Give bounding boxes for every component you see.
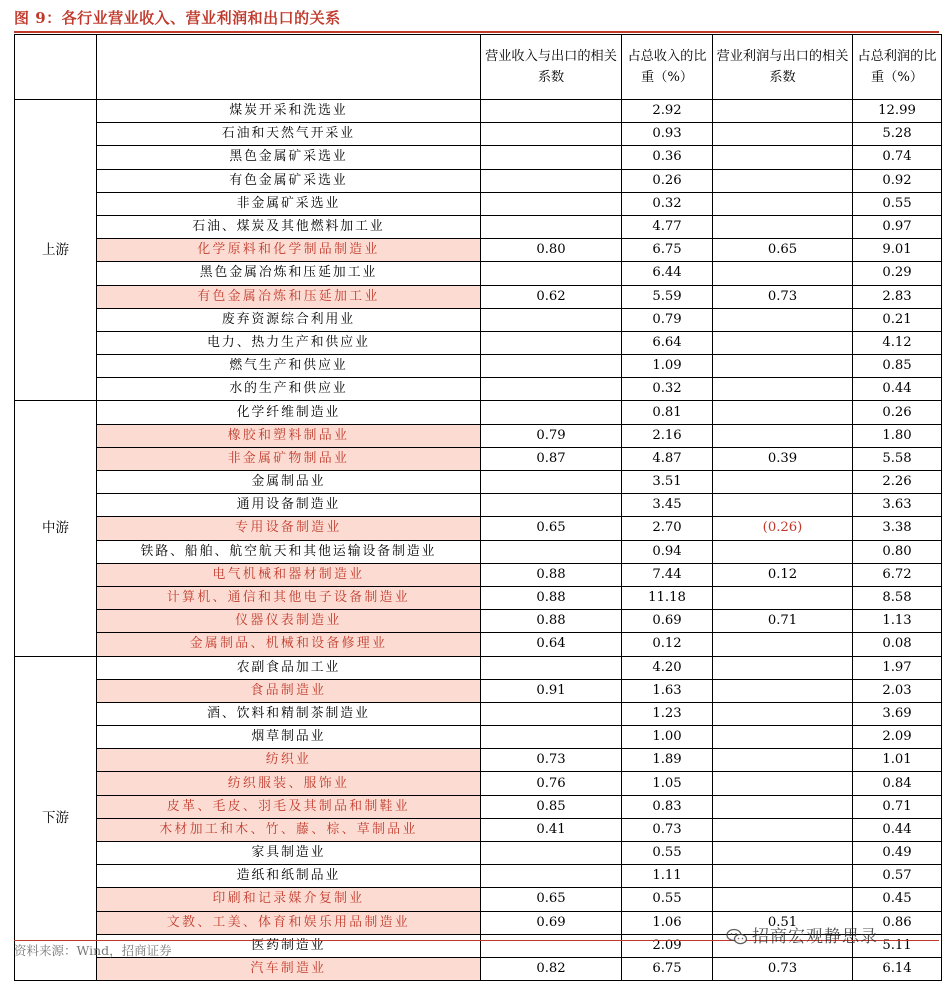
profit-share-cell: 3.63 [853,494,942,517]
profit-corr-cell: 0.65 [713,239,853,262]
profit-corr-cell: 0.12 [713,563,853,586]
industry-cell: 家具制造业 [97,842,481,865]
industry-cell: 纺织服装、服饰业 [97,772,481,795]
rev-share-cell: 0.69 [622,610,713,633]
title-rule [14,31,939,33]
profit-share-cell: 12.99 [853,100,942,123]
rev-corr-cell: 0.65 [481,517,622,540]
rev-corr-cell [481,702,622,725]
profit-share-cell: 5.11 [853,934,942,957]
header-row [15,35,942,100]
rev-corr-cell [481,262,622,285]
profit-share-cell: 1.97 [853,656,942,679]
rev-share-cell: 6.64 [622,331,713,354]
rev-corr-cell: 0.88 [481,586,622,609]
profit-share-cell: 3.38 [853,517,942,540]
rev-share-cell: 1.00 [622,726,713,749]
rev-share-cell: 1.23 [622,702,713,725]
table-row [15,818,942,841]
profit-corr-cell [713,795,853,818]
rev-corr-cell [481,865,622,888]
rev-corr-cell [481,378,622,401]
profit-corr-cell [713,633,853,656]
table-row [15,888,942,911]
profit-corr-cell [713,401,853,424]
table-row [15,169,942,192]
rev-share-cell: 0.36 [622,146,713,169]
profit-share-cell: 1.01 [853,749,942,772]
rev-share-cell: 3.45 [622,494,713,517]
table-row [15,494,942,517]
rev-corr-cell: 0.91 [481,679,622,702]
rev-corr-cell: 0.87 [481,447,622,470]
industry-cell: 电气机械和器材制造业 [97,563,481,586]
table-row [15,401,942,424]
rev-share-cell: 2.09 [622,934,713,957]
rev-share-cell: 0.83 [622,795,713,818]
profit-corr-cell [713,842,853,865]
profit-share-cell: 2.09 [853,726,942,749]
rev-corr-cell: 0.65 [481,888,622,911]
table-row [15,702,942,725]
rev-share-cell: 11.18 [622,586,713,609]
watermark [726,922,878,947]
table-row [15,471,942,494]
industry-cell: 黑色金属矿采选业 [97,146,481,169]
industry-cell: 石油和天然气开采业 [97,123,481,146]
profit-corr-cell [713,146,853,169]
table-body [15,100,942,981]
profit-corr-cell [713,749,853,772]
industry-cell: 化学原料和化学制品制造业 [97,239,481,262]
industry-cell: 废弃资源综合利用业 [97,308,481,331]
profit-corr-cell [713,679,853,702]
profit-share-cell: 6.14 [853,957,942,980]
profit-share-cell: 3.69 [853,702,942,725]
table-row [15,308,942,331]
table-row [15,865,942,888]
table-row [15,749,942,772]
table-row [15,633,942,656]
table-row [15,726,942,749]
rev-share-cell: 4.77 [622,215,713,238]
rev-corr-cell [481,123,622,146]
wechat-icon [726,928,748,946]
profit-corr-cell [713,702,853,725]
profit-share-cell: 0.26 [853,401,942,424]
profit-corr-cell [713,308,853,331]
rev-share-cell: 4.20 [622,656,713,679]
table-row [15,378,942,401]
rev-share-cell: 1.09 [622,355,713,378]
rev-share-cell: 4.87 [622,447,713,470]
figure-title: 图 9：各行业营业收入、营业利润和出口的关系 [14,9,341,27]
rev-corr-cell [481,146,622,169]
industry-cell: 文教、工美、体育和娱乐用品制造业 [97,911,481,934]
rev-corr-cell: 0.80 [481,239,622,262]
profit-share-cell: 0.84 [853,772,942,795]
rev-corr-cell [481,656,622,679]
table-row [15,192,942,215]
table-row [15,656,942,679]
table-row [15,563,942,586]
rev-corr-cell: 0.85 [481,795,622,818]
rev-corr-cell [481,471,622,494]
table-row [15,540,942,563]
profit-corr-cell [713,355,853,378]
profit-share-cell: 0.49 [853,842,942,865]
industry-cell: 造纸和纸制品业 [97,865,481,888]
rev-share-cell: 0.12 [622,633,713,656]
segment-label: 中游 [15,401,97,656]
rev-share-cell: 1.63 [622,679,713,702]
rev-corr-cell [481,494,622,517]
header-profit-share: 占总利润的比重（%） [853,35,942,100]
profit-share-cell: 5.58 [853,447,942,470]
rev-corr-cell [481,540,622,563]
profit-share-cell: 0.45 [853,888,942,911]
rev-corr-cell [481,192,622,215]
rev-share-cell: 6.75 [622,957,713,980]
profit-corr-cell [713,192,853,215]
industry-cell: 化学纤维制造业 [97,401,481,424]
industry-cell: 煤炭开采和洗选业 [97,100,481,123]
table-row [15,239,942,262]
rev-corr-cell [481,100,622,123]
rev-share-cell: 0.93 [622,123,713,146]
rev-share-cell: 0.26 [622,169,713,192]
profit-corr-cell [713,865,853,888]
industry-cell: 仪器仪表制造业 [97,610,481,633]
rev-corr-cell [481,355,622,378]
profit-corr-cell [713,494,853,517]
rev-share-cell: 0.32 [622,378,713,401]
profit-share-cell: 0.74 [853,146,942,169]
rev-corr-cell: 0.73 [481,749,622,772]
profit-share-cell: 8.58 [853,586,942,609]
table-row [15,123,942,146]
rev-share-cell: 2.70 [622,517,713,540]
industry-cell: 印刷和记录媒介复制业 [97,888,481,911]
rev-share-cell: 7.44 [622,563,713,586]
rev-share-cell: 1.89 [622,749,713,772]
table-row [15,262,942,285]
profit-share-cell: 0.97 [853,215,942,238]
profit-corr-cell [713,215,853,238]
industry-cell: 橡胶和塑料制品业 [97,424,481,447]
industry-cell: 金属制品、机械和设备修理业 [97,633,481,656]
profit-corr-cell [713,818,853,841]
profit-corr-cell: 0.73 [713,285,853,308]
industry-cell: 烟草制品业 [97,726,481,749]
table-row [15,424,942,447]
industry-cell: 有色金属冶炼和压延加工业 [97,285,481,308]
profit-share-cell: 4.12 [853,331,942,354]
profit-corr-cell [713,378,853,401]
rev-share-cell: 0.94 [622,540,713,563]
profit-corr-cell: 0.39 [713,447,853,470]
rev-share-cell: 0.73 [622,818,713,841]
rev-corr-cell [481,169,622,192]
profit-corr-cell [713,540,853,563]
table-row [15,146,942,169]
rev-corr-cell: 0.79 [481,424,622,447]
table-row [15,957,942,980]
rev-share-cell: 1.06 [622,911,713,934]
profit-share-cell: 0.85 [853,355,942,378]
rev-corr-cell: 0.41 [481,818,622,841]
profit-share-cell: 2.03 [853,679,942,702]
profit-corr-cell [713,772,853,795]
profit-share-cell: 0.44 [853,378,942,401]
profit-share-cell: 0.92 [853,169,942,192]
rev-share-cell: 0.32 [622,192,713,215]
header-segment [15,35,97,100]
profit-corr-cell [713,262,853,285]
profit-share-cell: 0.71 [853,795,942,818]
rev-share-cell: 1.05 [622,772,713,795]
industry-cell: 金属制品业 [97,471,481,494]
profit-share-cell: 0.21 [853,308,942,331]
rev-share-cell: 6.44 [622,262,713,285]
rev-share-cell: 0.81 [622,401,713,424]
rev-corr-cell [481,401,622,424]
industry-cell: 医药制造业 [97,934,481,957]
profit-corr-cell [713,888,853,911]
industry-cell: 食品制造业 [97,679,481,702]
header-rev-share: 占总收入的比重（%） [622,35,713,100]
profit-corr-cell [713,100,853,123]
source-note: 资料来源：Wind，招商证券 [14,943,172,958]
rev-corr-cell: 0.88 [481,563,622,586]
industry-cell: 电力、热力生产和供应业 [97,331,481,354]
rev-corr-cell: 0.64 [481,633,622,656]
industry-cell: 计算机、通信和其他电子设备制造业 [97,586,481,609]
rev-corr-cell: 0.76 [481,772,622,795]
header-industry [97,35,481,100]
rev-corr-cell [481,215,622,238]
industry-cell: 燃气生产和供应业 [97,355,481,378]
table-row [15,100,942,123]
rev-corr-cell: 0.88 [481,610,622,633]
table-row [15,586,942,609]
profit-share-cell: 5.28 [853,123,942,146]
industry-cell: 非金属矿物制品业 [97,447,481,470]
header-profit-corr: 营业利润与出口的相关系数 [713,35,853,100]
table-row [15,517,942,540]
profit-corr-cell: 0.73 [713,957,853,980]
profit-share-cell: 0.80 [853,540,942,563]
profit-corr-cell [713,331,853,354]
header-rev-corr: 营业收入与出口的相关系数 [481,35,622,100]
industry-cell: 铁路、船舶、航空航天和其他运输设备制造业 [97,540,481,563]
industry-cell: 汽车制造业 [97,957,481,980]
segment-label: 上游 [15,100,97,401]
industry-cell: 有色金属矿采选业 [97,169,481,192]
rev-share-cell: 3.51 [622,471,713,494]
industry-cell: 纺织业 [97,749,481,772]
profit-corr-cell [713,169,853,192]
rev-share-cell: 6.75 [622,239,713,262]
rev-corr-cell: 0.62 [481,285,622,308]
rev-corr-cell [481,934,622,957]
table-row [15,610,942,633]
industry-cell: 水的生产和供应业 [97,378,481,401]
profit-share-cell: 6.72 [853,563,942,586]
industry-table [14,34,942,981]
industry-cell: 皮革、毛皮、羽毛及其制品和制鞋业 [97,795,481,818]
rev-share-cell: 1.11 [622,865,713,888]
table-row [15,842,942,865]
profit-corr-cell: (0.26) [713,517,853,540]
profit-corr-cell [713,123,853,146]
profit-share-cell: 0.29 [853,262,942,285]
profit-corr-cell [713,424,853,447]
rev-corr-cell [481,726,622,749]
profit-corr-cell [713,471,853,494]
table-row [15,285,942,308]
industry-cell: 酒、饮料和精制茶制造业 [97,702,481,725]
rev-share-cell: 0.55 [622,888,713,911]
profit-corr-cell: 0.71 [713,610,853,633]
rev-share-cell: 2.16 [622,424,713,447]
industry-cell: 木材加工和木、竹、藤、棕、草制品业 [97,818,481,841]
rev-corr-cell: 0.69 [481,911,622,934]
industry-cell: 专用设备制造业 [97,517,481,540]
rev-share-cell: 0.55 [622,842,713,865]
rev-corr-cell [481,331,622,354]
table-row [15,772,942,795]
rev-share-cell: 0.79 [622,308,713,331]
industry-cell: 黑色金属冶炼和压延加工业 [97,262,481,285]
rev-share-cell: 5.59 [622,285,713,308]
segment-label: 下游 [15,656,97,981]
table-row [15,355,942,378]
watermark-text: 招商宏观静思录 [752,927,878,947]
industry-cell: 农副食品加工业 [97,656,481,679]
profit-share-cell: 0.44 [853,818,942,841]
table-row [15,795,942,818]
profit-share-cell: 9.01 [853,239,942,262]
profit-share-cell: 0.55 [853,192,942,215]
rev-share-cell: 2.92 [622,100,713,123]
profit-share-cell: 1.80 [853,424,942,447]
industry-cell: 非金属矿采选业 [97,192,481,215]
industry-cell: 石油、煤炭及其他燃料加工业 [97,215,481,238]
rev-corr-cell [481,308,622,331]
profit-share-cell: 0.08 [853,633,942,656]
profit-corr-cell [713,726,853,749]
industry-cell: 通用设备制造业 [97,494,481,517]
profit-share-cell: 2.83 [853,285,942,308]
table-row [15,331,942,354]
profit-share-cell: 2.26 [853,471,942,494]
profit-share-cell: 1.13 [853,610,942,633]
table-row [15,447,942,470]
profit-corr-cell [713,586,853,609]
profit-share-cell: 0.57 [853,865,942,888]
table-row [15,679,942,702]
profit-corr-cell [713,656,853,679]
profit-share-cell: 0.86 [853,911,942,934]
rev-corr-cell [481,842,622,865]
table-row [15,215,942,238]
rev-corr-cell: 0.82 [481,957,622,980]
profit-corr-cell: 0.51 [713,911,853,934]
